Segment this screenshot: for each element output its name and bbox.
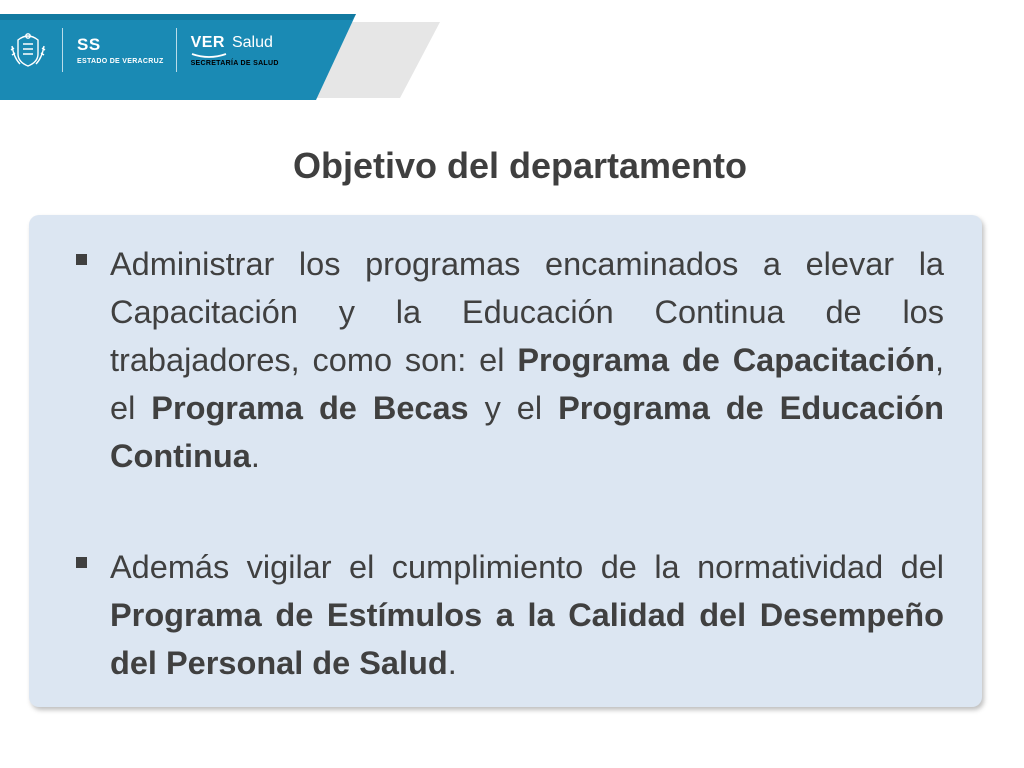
bullet-item-1 [110,240,944,480]
bullet-1-bold-3: Programa de Educación Continua [110,390,945,474]
ver-salud-logo [191,34,279,67]
bullet-1-text-2: , el [110,342,945,426]
smile-mark-icon [191,53,227,59]
logo-separator [62,28,63,72]
coat-of-arms-icon [6,28,50,72]
square-bullet-icon [76,557,87,568]
logo-row [0,18,340,82]
bullet-2-text-1: Además vigilar el cumplimiento de la normatividad del [110,549,944,585]
bullet-1-text-3: y el [468,390,559,426]
page-title: Objetivo del departamento [292,145,748,186]
bullet-1-bold-2: Programa de Becas [151,390,469,426]
org-abbreviation: SS [77,34,101,54]
bullet-1-text-1: Administrar los programas encaminados a elevar la Capacitación y la Educación Continua de los trabajadores, como son: el [110,246,944,378]
salud-word: Salud [231,33,273,51]
ver-word: VER [190,33,225,51]
bullet-2-bold-1: Programa de Estímulos a la Calidad del Desempeño del Personal de Salud [110,597,944,681]
bullet-item-2 [110,543,944,687]
bullet-1-text-4: . [250,438,260,474]
org-block [77,36,164,65]
bullet-1-bold-1: Programa de Capacitación [517,342,935,378]
logo-separator-2 [176,28,177,72]
bullet-2-text-2: . [447,645,457,681]
org-subtitle: ESTADO DE VERACRUZ [77,57,164,65]
square-bullet-icon [76,254,87,265]
ver-subtitle: SECRETARÍA DE SALUD [190,59,279,67]
